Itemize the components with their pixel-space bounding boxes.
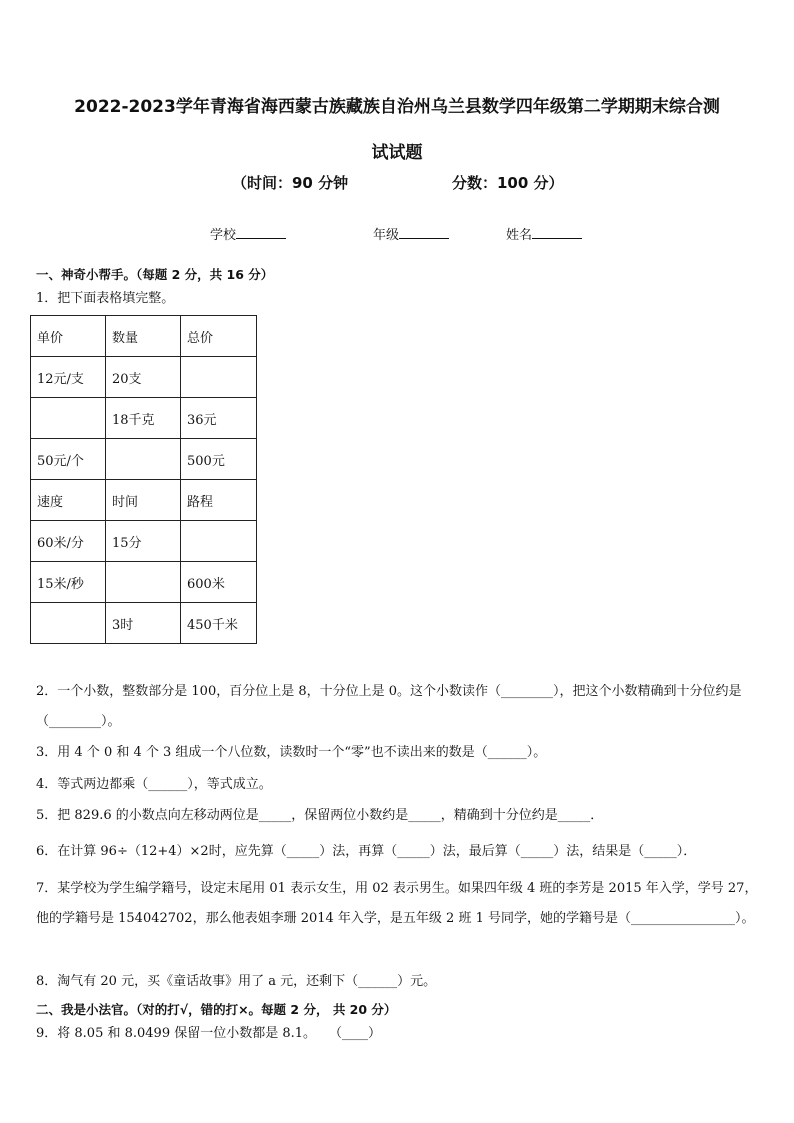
table-cell: 60米/分 (31, 521, 106, 562)
table-cell: 单价 (31, 316, 106, 357)
table-cell: 3时 (106, 603, 181, 644)
table-cell[interactable] (181, 357, 257, 398)
section-2-heading: 二、我是小法官。（对的打√，错的打×。每题 2 分， 共 20 分） (36, 1002, 397, 1017)
table-cell: 20支 (106, 357, 181, 398)
grade-blank[interactable] (399, 225, 449, 239)
table-cell: 路程 (181, 480, 257, 521)
question-9: 9．将 8.05 和 8.0499 保留一位小数都是 8.1。 （____） (36, 1026, 382, 1041)
table-cell: 18千克 (106, 398, 181, 439)
school-field[interactable] (210, 224, 286, 243)
score-label: 分数：100 分） (452, 174, 564, 192)
name-field[interactable] (506, 224, 582, 243)
table-cell: 12元/支 (31, 357, 106, 398)
fill-in-table (30, 315, 257, 644)
table-cell[interactable] (31, 398, 106, 439)
question-5: 5．把 829.6 的小数点向左移动两位是_____，保留两位小数约是_____，精确到十分位约是_____． (36, 808, 604, 823)
table-cell: 总价 (181, 316, 257, 357)
question-6: 6．在计算 96÷（12+4）×2时，应先算（_____）法，再算（_____）法，最后算（_____）法，结果是（_____）． (36, 844, 697, 859)
table-cell[interactable] (181, 521, 257, 562)
table-cell: 600米 (181, 562, 257, 603)
table-cell: 15分 (106, 521, 181, 562)
table-cell[interactable] (106, 439, 181, 480)
question-7: 7．某学校为学生编学籍号，设定末尾用 01 表示女生，用 02 表示男生。如果四年级 4 班的李芳是 2015 年入学，学号 27，他的学籍号是 154042702，那么他表姐李珊 2014 年入学，是五年级 2 班 1 号同学，她的学籍号是（________________）。 (36, 881, 758, 926)
table-row (31, 357, 257, 398)
document-title (30, 84, 764, 176)
name-blank[interactable] (532, 225, 582, 239)
school-label: 学校 (210, 228, 237, 243)
grade-field[interactable] (373, 224, 449, 243)
table-cell: 500元 (181, 439, 257, 480)
table-cell[interactable] (31, 603, 106, 644)
table-cell: 速度 (31, 480, 106, 521)
table-cell: 时间 (106, 480, 181, 521)
table-row (31, 398, 257, 439)
school-blank[interactable] (236, 225, 286, 239)
student-info (0, 224, 794, 242)
table-row (31, 316, 257, 357)
table-row (31, 480, 257, 521)
table-cell: 数量 (106, 316, 181, 357)
question-3: 3．用 4 个 0 和 4 个 3 组成一个八位数，读数时一个“零”也不读出来的数是（______）。 (36, 745, 547, 760)
question-2: 2．一个小数，整数部分是 100，百分位上是 8，十分位上是 0。这个小数读作（________），把这个小数精确到十分位约是（________）。 (36, 684, 742, 729)
title-line-2: 试试题 (371, 143, 423, 163)
question-1: 1．把下面表格填完整。 (36, 291, 175, 306)
table-cell: 15米/秒 (31, 562, 106, 603)
table-cell: 450千米 (181, 603, 257, 644)
table-row (31, 439, 257, 480)
question-8: 8．淘气有 20 元，买《童话故事》用了 a 元，还剩下（______）元。 (36, 974, 437, 989)
exam-meta (0, 172, 794, 192)
table-cell: 50元/个 (31, 439, 106, 480)
table-cell[interactable] (106, 562, 181, 603)
grade-label: 年级 (373, 228, 400, 243)
title-line-1: 2022-2023学年青海省海西蒙古族藏族自治州乌兰县数学四年级第二学期期末综合测 (74, 97, 720, 117)
question-4: 4．等式两边都乘（______），等式成立。 (36, 777, 272, 792)
section-1-heading: 一、神奇小帮手。（每题 2 分，共 16 分） (36, 267, 274, 282)
table-row (31, 603, 257, 644)
name-label: 姓名 (506, 228, 533, 243)
table-row (31, 521, 257, 562)
time-label: （时间：90 分钟 (232, 174, 349, 192)
table-cell: 36元 (181, 398, 257, 439)
table-row (31, 562, 257, 603)
